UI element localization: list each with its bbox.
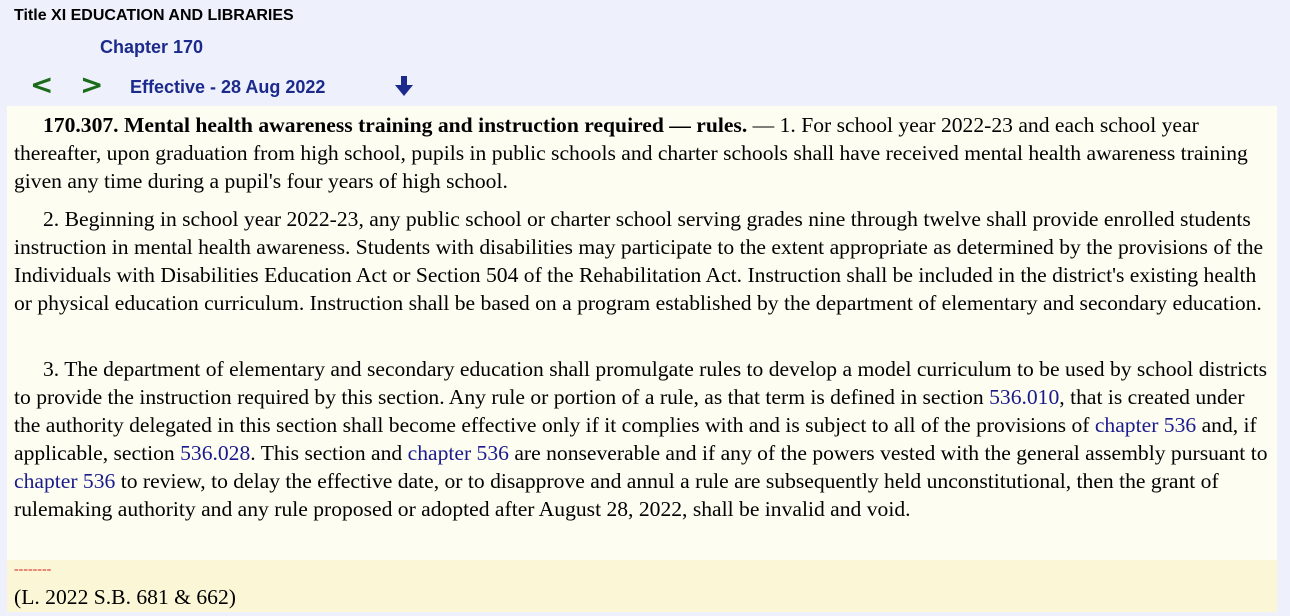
section-content [7, 106, 1277, 608]
link-chapter-536[interactable]: chapter 536 [1094, 413, 1197, 437]
paragraph-2 [7, 205, 1277, 317]
paragraph-3-text-c: and, if applicable, section [14, 413, 1257, 465]
paragraph-3-text-e: are nonseverable and if any of the powers vested with the general assembly pursuant to [508, 441, 1268, 465]
effective-date: Effective - 28 Aug 2022 [130, 77, 326, 97]
page-header [0, 0, 1290, 104]
nav-row [0, 68, 600, 104]
paragraph-3-text-b: , that is created under the authority delegated in this section shall become effective only if it complies with and is subject to all of the provisions of [14, 385, 1245, 437]
paragraph-3-text-d: . This section and [250, 441, 408, 465]
history-separator: -------- [14, 562, 52, 577]
link-536-010[interactable]: 536.010 [989, 385, 1060, 409]
history-footer [7, 560, 1277, 612]
section-heading: 170.307. Mental health awareness training and instruction required — rules. [43, 113, 748, 137]
paragraph-1 [7, 111, 1277, 195]
paragraph-1-text: 1. For school year 2022-23 and each school year thereafter, upon graduation from high school, pupils in public schools and charter schools shall have received mental health awareness training given any time during a pupil's four years of high school. [14, 113, 1248, 193]
paragraph-3 [7, 355, 1277, 523]
next-section-button[interactable]: > [80, 68, 104, 101]
title-heading: Title XI EDUCATION AND LIBRARIES [14, 7, 294, 24]
link-536-028[interactable]: 536.028 [180, 441, 251, 465]
heading-dash: — [747, 113, 780, 137]
link-chapter-536[interactable]: chapter 536 [407, 441, 509, 465]
history-note: (L. 2022 S.B. 681 & 662) [14, 585, 236, 609]
chapter-link[interactable]: Chapter 170 [100, 37, 204, 57]
paragraph-3-text-f: to review, to delay the effective date, or to disapprove and annul a rule are subsequently held unconstitutional, then the grant of rulemaking authority and any rule proposed or adopted after August 28, 2022, shall be invalid and void. [14, 469, 1219, 521]
previous-section-button[interactable]: < [30, 68, 54, 101]
down-arrow-icon[interactable] [393, 74, 415, 98]
paragraph-3-text-a: 3. The department of elementary and secondary education shall promulgate rules to develop a model curriculum to be used by school districts to provide the instruction required by this section. Any rule or portion of a rule, as that term is defined in section [14, 357, 1268, 409]
paragraph-2-text: 2. Beginning in school year 2022-23, any public school or charter school serving grades nine through twelve shall provide enrolled students instruction in mental health awareness. Students with disabilities may participate to the extent appropriate as determined by the provisions of the Individuals with Disabilities Education Act or Section 504 of the Rehabilitation Act. Instruction shall be included in the district's existing health or physical education curriculum. Instruction shall be based on a program established by the department of elementary and secondary education. [14, 207, 1264, 315]
link-chapter-536[interactable]: chapter 536 [14, 469, 116, 493]
